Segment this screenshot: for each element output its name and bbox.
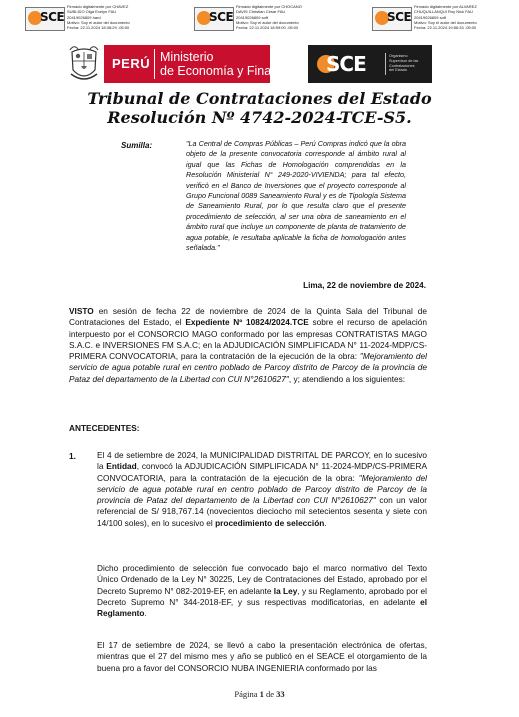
signature-text: Firmado digitalmente por ALVAREZ CHUQUILLANQUI Roy Nick FAU 20419026809 soft Motivo: Soy el autor del documento Fecha: 22.11.2024 19:56:33 -05:00 [414,4,477,31]
resolution-date: Lima, 22 de noviembre de 2024. [303,281,426,290]
ministry-name: Ministerio de Economía y Finanzas [160,50,298,78]
item-number: 1. [69,451,76,461]
osce-logo: SCE [372,7,412,31]
signature-text: Firmado digitalmente por CHOCANO DAVIS Christian César FAU 20419026809 soft Motivo: Soy el autor del documento Fecha: 22.11.2024 18:59:00 -05:00 [236,4,302,31]
visto-paragraph: VISTO en sesión de fecha 22 de noviembre de 2024 de la Quinta Sala del Tribunal de Contrataciones del Estado, el Expediente Nº 10824/2024.TCE sobre el recurso de apelación interpuesto por el CONSORCIO MAGO conformado por las empresas CONTRATISTAS MAGO S.A.C. e INVERSIONES FM S.A.C; en la ADJUDICACIÓN SIMPLIFICADA N° 11-2024-MDP/CS-PRIMERA CONVOCATORIA, para la contratación de la ejecución de la obra: "Mejoramiento del servicio de agua potable rural en centro poblado de Parcoy distrito de Parcoy de la provincia de Pataz del departamento de la Libertad con CUI N°2610627", y; atendiendo a los siguientes: [69,306,427,384]
antecedente-paragraph-3: El 17 de setiembre de 2024, se llevó a cabo la presentación electrónica de ofertas, mientras que el 27 del mismo mes y año se publicó en el SEACE el otorgamiento de la buena pro a favor del CONSORCIO NUBA INGENIERIA conformado por las [97,640,427,673]
osce-logo: SCE [194,7,234,31]
ministry-logo [104,45,298,83]
antecedente-paragraph-1: El 4 de setiembre de 2024, la MUNICIPALIDAD DISTRITAL DE PARCOY, en lo sucesivo la Entidad, convocó la ADJUDICACIÓN SIMPLIFICADA N° 11-2024-MDP/CS-PRIMERA CONVOCATORIA, para la contratación de la ejecución de la obra: "Mejoramiento del servicio de agua potable rural en centro poblado de Parcoy distrito de Parcoy de la provincia de Pataz del departamento de la Libertad con CUI N°2610627" con un valor referencial de S/ 918,767.14 (novecientos dieciocho mil setecientos sesenta y siete con 14/100 soles), en lo sucesivo el procedimiento de selección. [97,450,427,528]
antecedente-paragraph-2: Dicho procedimiento de selección fue convocado bajo el marco normativo del Texto Único Ordenado de la Ley N° 30225, Ley de Contrataciones del Estado, aprobado por el Decreto Supremo N° 082-2019-EF, en adelante la Ley, y su Reglamento, aprobado por el Decreto Supremo N° 344-2018-EF, y sus respectivas modificatorias, en adelante el Reglamento. [97,563,427,619]
signature-text: Firmado digitalmente por CHAVEZ SUBLIDO Olga Evelyn FAU 20419026809 hard Motivo: Soy el autor del documento Fecha: 22.11.2024 18:38:29 -05:00 [67,4,130,31]
antecedentes-heading: ANTECEDENTES: [69,423,140,433]
peru-coat-of-arms-icon [68,44,100,84]
page-footer: Página 1 de 33 [234,689,285,699]
tribunal-title: Tribunal de Contrataciones del Estado [87,89,432,108]
osce-header-logo: SCE Organismo Supervisor de las Contrataciones del Estado [308,45,432,83]
resolution-number: Resolución Nº 4742-2024-TCE-S5. [107,108,412,127]
peru-label: PERÚ [112,56,151,71]
sumilla-text: "La Central de Compras Públicas – Perú Compras indicó que la obra objeto de la presente convocatoria corresponde al ámbito rural al igual que las Fichas de Homologación comprendidas en la Resolución Ministerial N° 249-2020-VIVIENDA; para tal efecto, verificó en el Banco de Inversiones que el proyecto corresponde al Grupo Funcional 0089 Saneamiento Rural y es de Tipología Sistema de Saneamiento Rural, por lo que resulta claro que el presente procedimiento de selección, al ser una obra de saneamiento en el ámbito rural que incluye un componente de planta de tratamiento de agua potable, le resultaba aplicable la ficha de homologación antes señalada." [186,139,406,253]
osce-logo: SCE [25,7,65,31]
sumilla-label: Sumilla: [121,141,153,150]
